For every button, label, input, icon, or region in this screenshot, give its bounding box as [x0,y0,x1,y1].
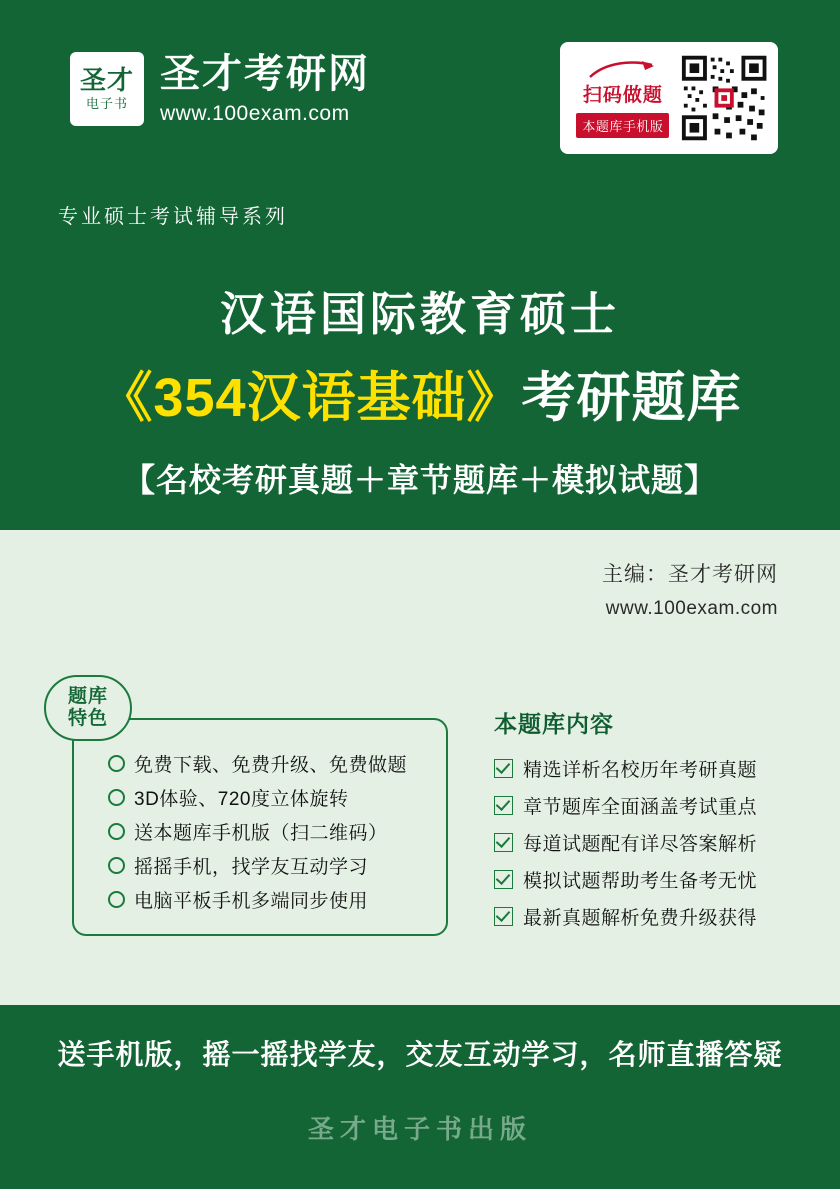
title-sub [0,355,840,432]
brand-url: www.100exam.com [160,102,350,125]
ring-bullet-icon [108,823,125,840]
qr-scan-box [560,42,778,154]
list-item-label: 章节题库全面涵盖考试重点 [523,797,758,818]
ring-bullet-icon [108,755,125,772]
check-icon [494,833,513,852]
logo-badge-icon [70,52,144,126]
check-icon [494,907,513,926]
editor-url: www.100exam.com [605,598,778,619]
list-item-label: 送本题库手机版（扫二维码） [134,822,388,844]
list-item [108,814,468,848]
ring-bullet-icon [108,789,125,806]
qr-scan-label: 扫码做题 [582,85,663,106]
editor-block [602,558,778,620]
editor-name: 主编：圣才考研网 [602,563,778,586]
list-item-label: 摇摇手机，找学友互动学习 [134,856,369,878]
logo-badge-line2: 电子书 [85,96,128,112]
features-list [108,746,468,916]
list-item [494,750,814,787]
check-icon [494,759,513,778]
list-item-label: 电脑平板手机多端同步使用 [134,890,369,912]
list-item [108,882,468,916]
list-item-label: 最新真题解析免费升级获得 [523,908,758,929]
check-icon [494,796,513,815]
bottom-green-band [0,1005,840,1189]
features-badge-line1: 题库 [67,686,108,708]
list-item [494,898,814,935]
ring-bullet-icon [108,857,125,874]
features-badge [44,675,132,741]
list-item-label: 模拟试题帮助考生备考无忧 [523,871,758,892]
list-item [108,780,468,814]
title-sub-rest: 考研题库 [521,368,742,428]
ring-bullet-icon [108,891,125,908]
contents-title: 本题库内容 [494,711,614,737]
qr-sub-label: 本题库手机版 [576,113,669,138]
contents-list [494,750,814,935]
brand-logo [70,52,370,126]
qr-code-icon [680,52,768,144]
title-main: 汉语国际教育硕士 [220,288,620,340]
title-sub-highlight: 《354汉语基础》 [98,368,522,428]
features-badge-line2: 特色 [67,708,108,729]
publisher-name: 圣才电子书出版 [307,1114,532,1144]
list-item-label: 每道试题配有详尽答案解析 [523,834,758,855]
brand-text [160,52,370,126]
logo-badge-line1: 圣才 [79,65,134,96]
qr-text-block [570,58,676,138]
list-item [494,787,814,824]
list-item-label: 精选详析名校历年考研真题 [523,760,758,781]
footer-slogan: 送手机版，摇一摇找学友，交友互动学习，名师直播答疑 [57,1039,783,1070]
list-item-label: 免费下载、免费升级、免费做题 [134,754,408,776]
list-item-label: 3D体验、720度立体旋转 [134,788,349,810]
curved-arrow-icon [588,60,658,80]
check-icon [494,870,513,889]
title-third: 【名校考研真题＋章节题库＋模拟试题】 [122,462,717,498]
list-item [494,861,814,898]
list-item [108,746,468,780]
series-label: 专业硕士考试辅导系列 [58,206,288,228]
list-item [494,824,814,861]
list-item [108,848,468,882]
brand-name: 圣才考研网 [160,52,370,96]
